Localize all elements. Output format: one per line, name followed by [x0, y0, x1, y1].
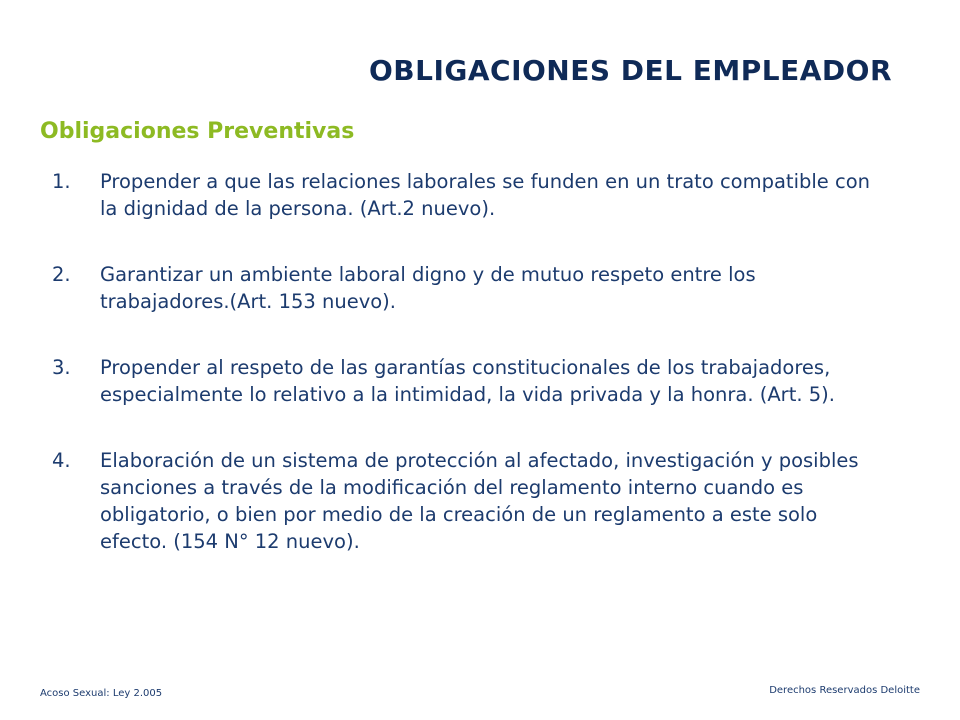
list-item: [52, 354, 882, 408]
slide-title: OBLIGACIONES DEL EMPLEADOR: [368, 54, 892, 87]
list-item: [52, 447, 882, 555]
footer-copyright: Derechos Reservados Deloitte: [769, 685, 920, 696]
item-text: Propender al respeto de las garantías constitucionales de los trabajadores, especialmente lo relativo a la intimidad, la vida privada y la honra. (Art. 5).: [100, 356, 835, 406]
item-text: Propender a que las relaciones laborales se funden en un trato compatible con la dignidad de la persona. (Art.2 nuevo).: [100, 170, 870, 220]
section-heading: Obligaciones Preventivas: [40, 119, 355, 144]
item-text: Garantizar un ambiente laboral digno y de mutuo respeto entre los trabajadores.(Art. 153 nuevo).: [100, 263, 756, 313]
item-number: 3.: [52, 356, 71, 379]
list-item: [52, 168, 882, 222]
list-item: [52, 261, 882, 315]
item-number: 2.: [52, 263, 71, 286]
item-number: 4.: [52, 449, 71, 472]
obligations-list: [52, 168, 882, 555]
item-number: 1.: [52, 170, 71, 193]
item-text: Elaboración de un sistema de protección al afectado, investigación y posibles sanciones a través de la modificación del reglamento interno cuando es obligatorio, o bien por medio de la creación de un reglamento a este solo efecto. (154 N° 12 nuevo).: [100, 449, 859, 553]
footer-caption: Acoso Sexual: Ley 2.005: [40, 688, 163, 699]
